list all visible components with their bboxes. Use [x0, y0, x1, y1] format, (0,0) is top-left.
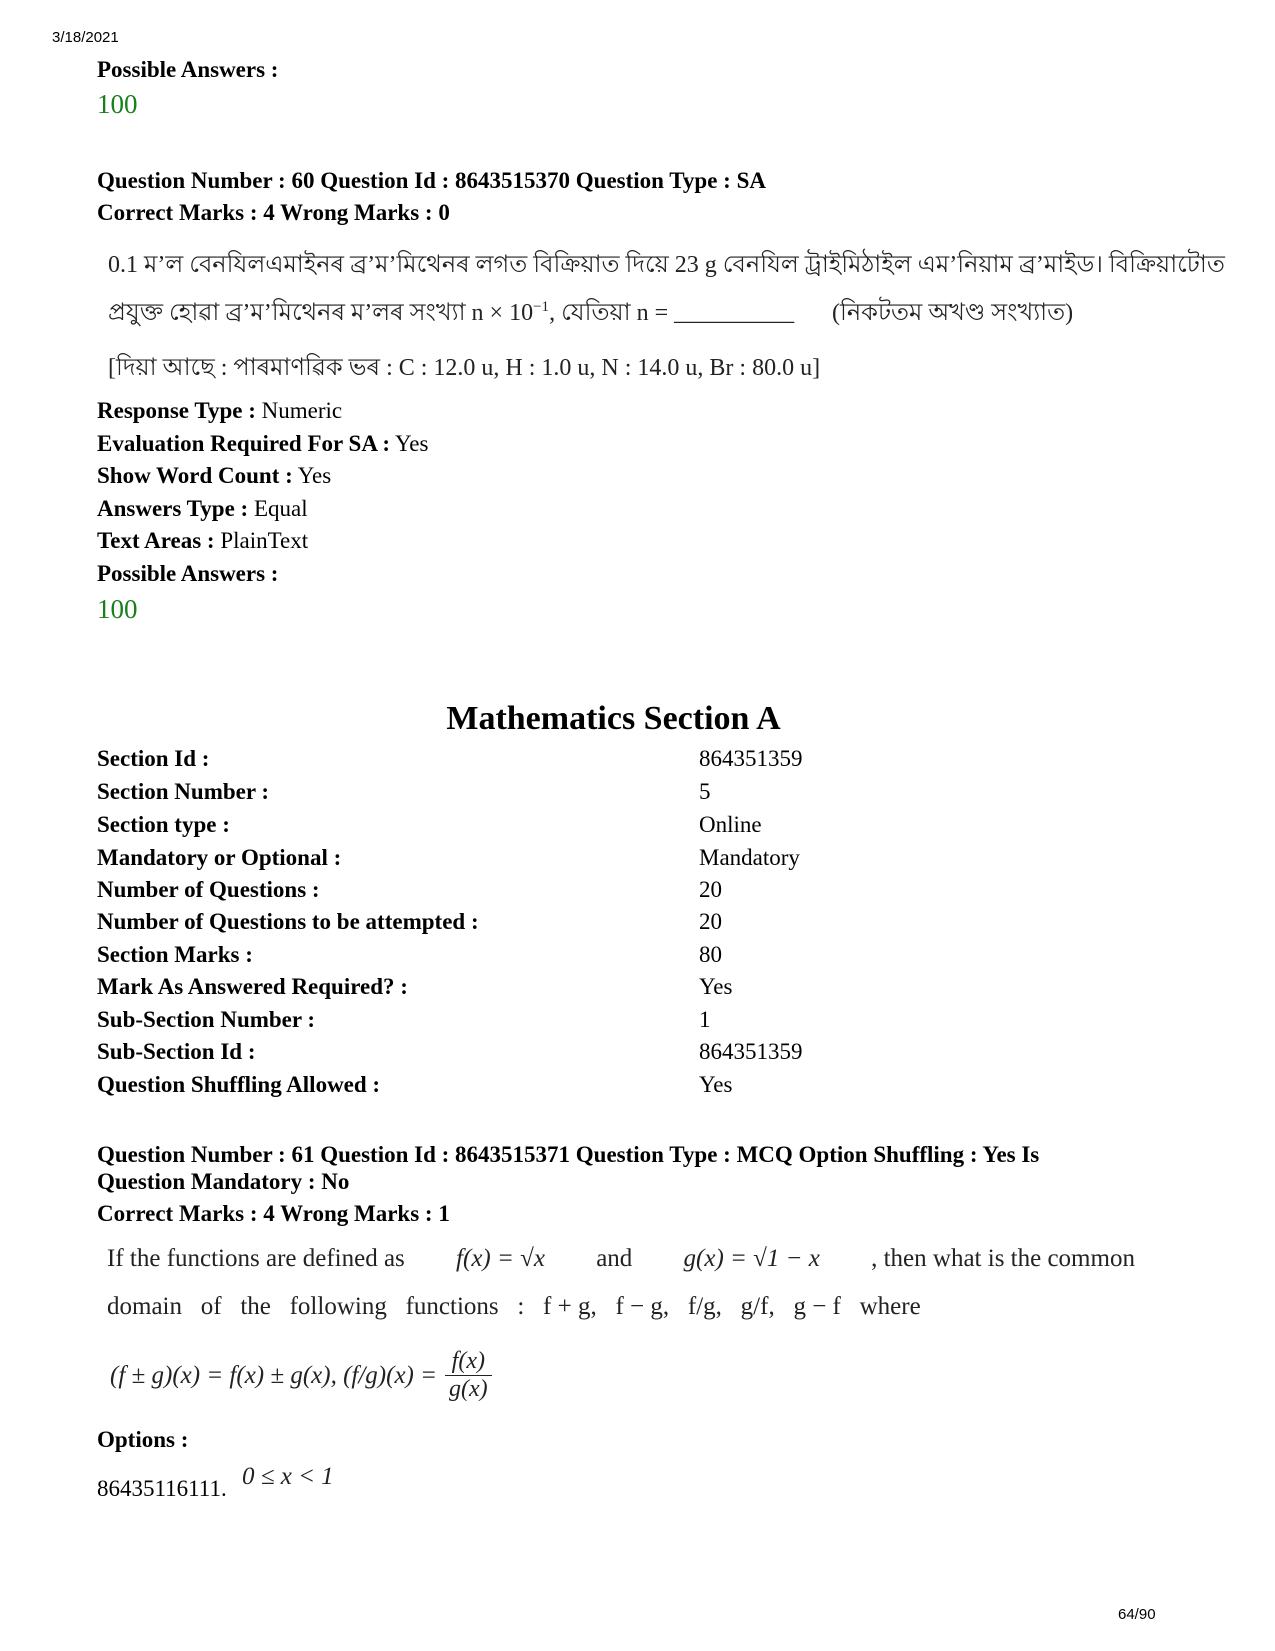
section-row [97, 1007, 857, 1037]
section-row-label: Section Number : [97, 779, 270, 804]
section-row-value: Yes [699, 1072, 733, 1097]
section-row-value: 864351359 [699, 746, 803, 771]
section-row-label: Section Marks : [97, 942, 253, 967]
section-row-value: 20 [699, 909, 722, 934]
q60-possible-answer-value: 100 [97, 594, 138, 624]
section-row-value: Online [699, 812, 762, 837]
q61-text-line1-and: and [596, 1245, 633, 1272]
q60-text-line2-sup: −1 [533, 299, 550, 315]
section-row [97, 845, 857, 875]
section-row-label: Section type : [97, 812, 230, 837]
q60-text-line2 [108, 294, 794, 334]
q60-text-areas [97, 528, 308, 554]
response-type-label: Response Type : [97, 398, 256, 423]
section-row-label: Number of Questions : [97, 877, 320, 902]
section-row [97, 779, 857, 809]
text-areas-value: PlainText [220, 528, 309, 553]
answers-type-value: Equal [253, 496, 308, 521]
section-row-value: 20 [699, 877, 722, 902]
q60-word-count [97, 463, 331, 489]
section-row-value: 1 [699, 1007, 711, 1032]
q60-text-line2-a: প্ৰযুক্ত হোৱা ব্ৰ’ম’মিথেনৰ ম’লৰ সংখ্যা n × 10 [108, 300, 534, 326]
section-row [97, 974, 857, 1004]
q61-fraction [445, 1348, 492, 1403]
prev-possible-answer-value: 100 [97, 89, 138, 119]
text-areas-label: Text Areas : [97, 528, 215, 553]
q61-text-line3 [110, 1348, 492, 1403]
answers-type-label: Answers Type : [97, 496, 249, 521]
q60-text-line3: [দিয়া আছে : পাৰমাণৱিক ভৰ : C : 12.0 u, H : 1.0 u, N : 14.0 u, Br : 80.0 u] [108, 355, 821, 381]
q61-text-line1 [107, 1245, 1135, 1273]
page-number: 64/90 [1118, 1606, 1156, 1623]
q60-text-line2-b: , যেতিয়া n = __________ [549, 300, 795, 326]
section-row [97, 812, 857, 842]
q61-text-line1-a: If the functions are defined as [107, 1245, 405, 1272]
section-row [97, 942, 857, 972]
q60-header: Question Number : 60 Question Id : 8643515370 Question Type : SA [97, 168, 766, 193]
q61-option-1-text[interactable]: 0 ≤ x < 1 [242, 1463, 334, 1490]
q61-text-line1-f: f(x) = √x [456, 1245, 545, 1272]
q61-text-line1-b: , then what is the common [871, 1245, 1135, 1272]
section-row [97, 1039, 857, 1069]
q61-header-line1: Question Number : 61 Question Id : 8643515371 Question Type : MCQ Option Shuffling : Yes Is [97, 1142, 1040, 1167]
q61-option-1-id: 86435116111. [97, 1476, 227, 1501]
section-row-label: Sub-Section Id : [97, 1039, 256, 1064]
q61-text-line2: domain of the following functions : f + g, f − g, f/g, g/f, g − f where [107, 1293, 921, 1320]
q60-text-line2-c: (নিকটতম অখণ্ড সংখ্যাত) [832, 300, 1074, 326]
print-date: 3/18/2021 [52, 29, 119, 46]
word-count-value: Yes [297, 463, 332, 488]
section-row-label: Sub-Section Number : [97, 1007, 316, 1032]
q61-frac-denominator: g(x) [449, 1376, 488, 1402]
q61-marks: Correct Marks : 4 Wrong Marks : 1 [97, 1201, 450, 1226]
prev-possible-answers-label: Possible Answers : [97, 57, 279, 82]
q61-options-label: Options : [97, 1427, 189, 1452]
section-row-value: 5 [699, 779, 711, 804]
section-row-label: Question Shuffling Allowed : [97, 1072, 381, 1097]
word-count-label: Show Word Count : [97, 463, 293, 488]
q61-header-line2: Question Mandatory : No [97, 1169, 350, 1194]
q60-evaluation [97, 431, 428, 457]
section-row-label: Section Id : [97, 746, 210, 771]
section-row-value: 80 [699, 942, 722, 967]
section-title: Mathematics Section A [446, 700, 781, 737]
q60-marks: Correct Marks : 4 Wrong Marks : 0 [97, 200, 450, 225]
section-row-label: Number of Questions to be attempted : [97, 909, 479, 934]
section-row [97, 909, 857, 939]
section-row-label: Mark As Answered Required? : [97, 974, 408, 999]
section-row [97, 1072, 857, 1102]
evaluation-value: Yes [395, 431, 429, 456]
q61-frac-numerator: f(x) [445, 1348, 492, 1376]
section-row-value: Mandatory [699, 845, 800, 870]
evaluation-label: Evaluation Required For SA : [97, 431, 391, 456]
section-row-value: Yes [699, 974, 733, 999]
section-row [97, 746, 857, 776]
q61-text-line1-g: g(x) = √1 − x [683, 1245, 820, 1272]
q60-response-type [97, 398, 342, 424]
section-row [97, 877, 857, 907]
section-row-value: 864351359 [699, 1039, 803, 1064]
section-row-label: Mandatory or Optional : [97, 845, 342, 870]
q60-text-line1: 0.1 ম’ল বেনযিলএমাইনৰ ব্ৰ’ম’মিথেনৰ লগত বিক্ৰিয়াত দিয়ে 23 g বেনযিল ট্ৰাইমিঠাইল এম’নিয়াম ব্ৰ’মাইড। বিক্ৰিয়াটোত [108, 252, 1225, 278]
q60-possible-answers-label: Possible Answers : [97, 561, 279, 586]
response-type-value: Numeric [261, 398, 343, 423]
q61-text-line3-a: (f ± g)(x) = f(x) ± g(x), (f/g)(x) = [110, 1361, 438, 1389]
q60-answers-type [97, 496, 308, 522]
